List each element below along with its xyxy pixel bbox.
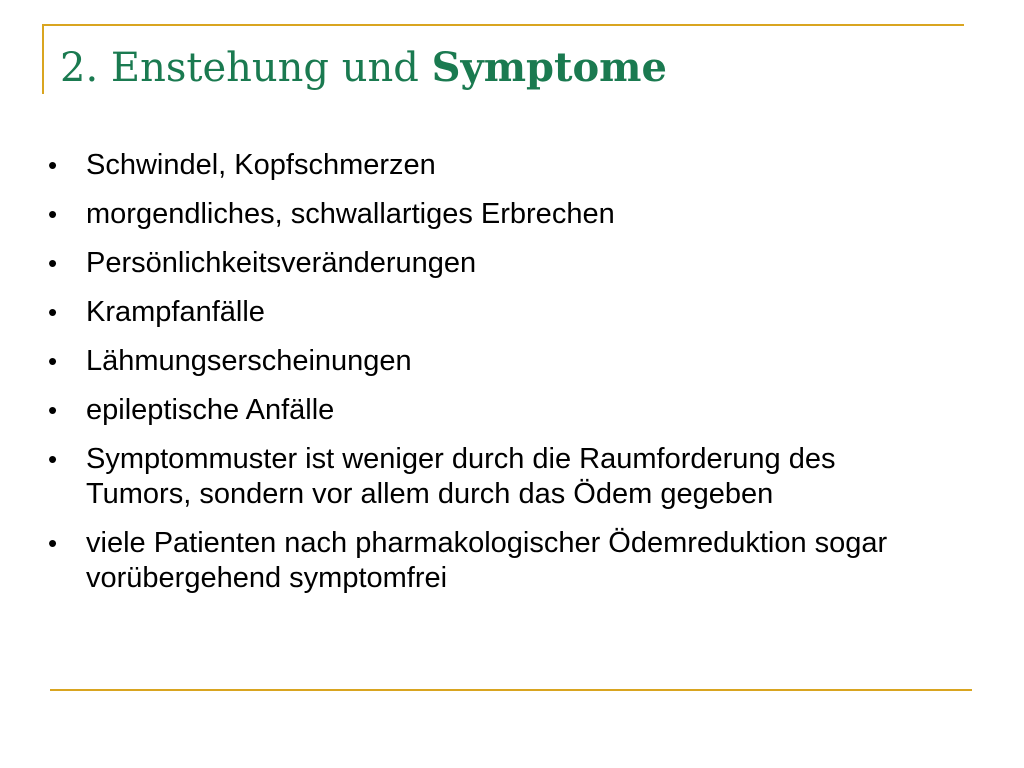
bullet-item — [44, 526, 966, 596]
frame-line-bottom — [50, 689, 972, 691]
title-prefix: 2. Enstehung und — [60, 45, 432, 91]
frame-line-left — [42, 24, 44, 94]
bullet-text: Symptommuster ist weniger durch die Raumforderung des Tumors, sondern vor allem durch das Ödem gegeben — [86, 443, 836, 510]
bullet-icon: • — [48, 199, 58, 229]
bullet-text: viele Patienten nach pharmakologischer Ödemreduktion sogar vorübergehend symptomfrei — [86, 527, 888, 594]
bullet-icon: • — [48, 248, 58, 278]
bullet-text: Lähmungserscheinungen — [86, 345, 412, 377]
bullet-text: epileptische Anfälle — [86, 394, 335, 426]
bullet-text: morgendliches, schwallartiges Erbrechen — [86, 198, 615, 230]
bullet-icon: • — [48, 528, 58, 558]
bullet-text: Persönlichkeitsveränderungen — [86, 247, 477, 279]
bullet-item — [44, 295, 944, 330]
bullet-icon: • — [48, 297, 58, 327]
frame-line-top — [42, 24, 964, 26]
bullet-item — [44, 148, 944, 183]
bullet-item — [44, 197, 944, 232]
bullet-item — [44, 344, 944, 379]
bullet-text: Krampfanfälle — [86, 296, 265, 328]
bullet-list — [44, 148, 944, 610]
bullet-icon: • — [48, 150, 58, 180]
title-bold: Symptome — [431, 44, 667, 91]
bullet-item — [44, 393, 944, 428]
bullet-icon: • — [48, 346, 58, 376]
bullet-icon: • — [48, 444, 58, 474]
bullet-text: Schwindel, Kopfschmerzen — [86, 149, 436, 181]
bullet-item — [44, 442, 866, 512]
bullet-icon: • — [48, 395, 58, 425]
slide-title — [60, 46, 667, 90]
bullet-item — [44, 246, 944, 281]
